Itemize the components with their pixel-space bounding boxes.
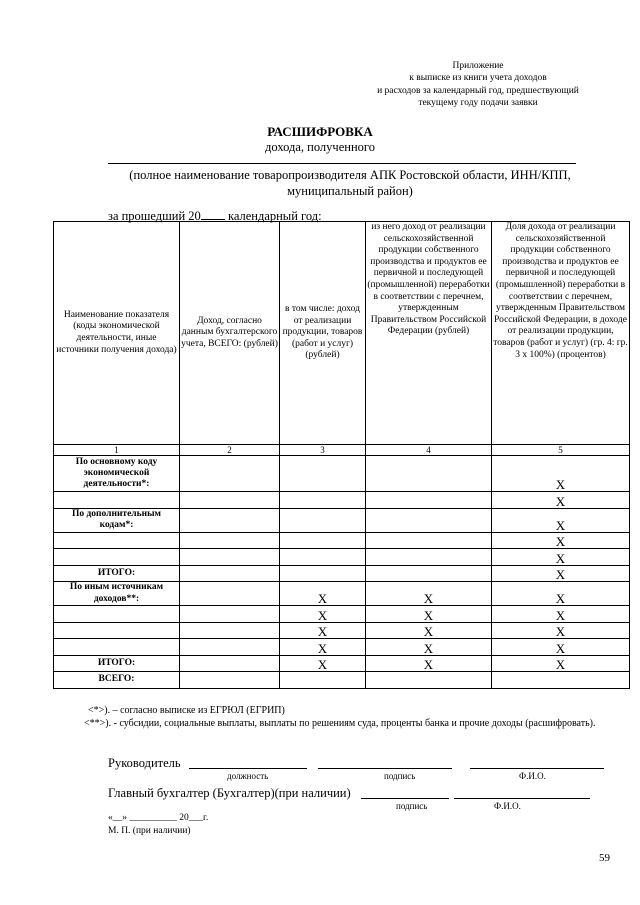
- table-cell[interactable]: [180, 549, 280, 566]
- row-label-main-code: По основному коду экономической деятельности*:: [54, 456, 180, 492]
- table-cell[interactable]: [492, 672, 630, 689]
- table-cell[interactable]: [180, 639, 280, 656]
- x-mark: X: [492, 492, 630, 509]
- footnote-2: <**>). - субсидии, социальные выплаты, выплаты по решениям суда, проценты банка и прочие доходы (расшифровать).: [84, 718, 596, 729]
- header-sales-income: в том числе: доход от реализации продукции, товаров (работ и услуг) (рублей): [280, 222, 366, 445]
- table-row: [54, 655, 630, 672]
- year-line-suffix: календарный год:: [227, 209, 322, 223]
- table-row: [54, 672, 630, 689]
- head-signature-line: [318, 768, 452, 769]
- x-mark: X: [280, 655, 366, 672]
- x-mark: X: [492, 639, 630, 656]
- column-number: 5: [492, 445, 630, 456]
- table-row: [54, 549, 630, 566]
- table-cell[interactable]: [180, 508, 280, 532]
- row-label-total: ИТОГО:: [54, 655, 180, 672]
- column-number: 4: [366, 445, 492, 456]
- table-cell[interactable]: [180, 456, 280, 492]
- caption-full-name: Ф.И.О.: [519, 771, 546, 781]
- footnotes: [72, 704, 628, 730]
- table-cell[interactable]: [180, 582, 280, 606]
- x-mark: X: [366, 622, 492, 639]
- table-cell[interactable]: [180, 606, 280, 623]
- header-indicator: Наименование показателя (коды экономической деятельности, иные источники получения дохода): [54, 222, 180, 445]
- x-mark: X: [492, 456, 630, 492]
- column-number: 3: [280, 445, 366, 456]
- row-label-total: ИТОГО:: [54, 565, 180, 582]
- table-header-row: [54, 222, 630, 445]
- table-row: [54, 639, 630, 656]
- table-cell[interactable]: [280, 532, 366, 549]
- x-mark: X: [492, 532, 630, 549]
- document-subtitle: дохода, полученного: [265, 140, 375, 154]
- table-cell[interactable]: [54, 622, 180, 639]
- column-numbers-row: [54, 445, 630, 456]
- appendix-line: и расходов за календарный год, предшествующий: [377, 85, 579, 96]
- table-cell[interactable]: [180, 565, 280, 582]
- caption-full-name: Ф.И.О.: [494, 801, 521, 811]
- head-name-line: [470, 768, 604, 769]
- table-cell[interactable]: [180, 672, 280, 689]
- table-cell[interactable]: [180, 492, 280, 509]
- table-cell[interactable]: [54, 606, 180, 623]
- table-cell[interactable]: [54, 639, 180, 656]
- x-mark: X: [492, 508, 630, 532]
- table-cell[interactable]: [180, 532, 280, 549]
- table-cell[interactable]: [366, 672, 492, 689]
- table-row: [54, 532, 630, 549]
- table-row: [54, 456, 630, 492]
- x-mark: X: [492, 549, 630, 566]
- footnote-1: <*>). – согласно выписке из ЕГРЮЛ (ЕГРИП): [88, 705, 285, 716]
- row-label-additional-codes: По дополнительным кодам*:: [54, 508, 180, 532]
- x-mark: X: [492, 655, 630, 672]
- table-row: [54, 622, 630, 639]
- table-cell[interactable]: [366, 492, 492, 509]
- column-number: 1: [54, 445, 180, 456]
- head-signature-label: Руководитель: [108, 756, 181, 770]
- year-line-prefix: за прошедший 20: [108, 209, 201, 223]
- table-cell[interactable]: [280, 565, 366, 582]
- x-mark: X: [366, 606, 492, 623]
- x-mark: X: [366, 655, 492, 672]
- table-cell[interactable]: [280, 549, 366, 566]
- accountant-signature-line: [361, 798, 449, 799]
- table-cell[interactable]: [280, 456, 366, 492]
- year-blank: [201, 208, 225, 220]
- document-title: РАСШИФРОВКА: [267, 124, 373, 139]
- header-total-income: Доход, согласно данным бухгалтерского учета, ВСЕГО: (рублей): [180, 222, 280, 445]
- header-agri-income: из него доход от реализации сельскохозяйственной продукции собственного производства и продуктов ее первичной и последующей (промышленной) переработки в соответствии с перечнем, утвержденным Правительством Российской Федерации (рублей): [366, 222, 492, 445]
- table-cell[interactable]: [366, 565, 492, 582]
- caption-line-2: муниципальный район): [287, 184, 413, 198]
- x-mark: X: [366, 582, 492, 606]
- x-mark: X: [492, 565, 630, 582]
- table-cell[interactable]: [180, 622, 280, 639]
- x-mark: X: [492, 622, 630, 639]
- table-cell[interactable]: [280, 508, 366, 532]
- x-mark: X: [366, 639, 492, 656]
- table-cell[interactable]: [366, 549, 492, 566]
- x-mark: X: [280, 582, 366, 606]
- caption-line-1: (полное наименование товаропроизводителя АПК Ростовской области, ИНН/КПП,: [129, 168, 571, 182]
- table-cell[interactable]: [366, 532, 492, 549]
- table-cell[interactable]: [280, 492, 366, 509]
- table-cell[interactable]: [366, 456, 492, 492]
- appendix-line: текущему году подачи заявки: [418, 98, 538, 109]
- x-mark: X: [280, 622, 366, 639]
- table-cell[interactable]: [280, 672, 366, 689]
- table-row: [54, 606, 630, 623]
- table-row: [54, 565, 630, 582]
- table-row: [54, 582, 630, 606]
- caption-position: должность: [227, 771, 269, 781]
- appendix-line: Приложение: [452, 61, 504, 71]
- row-label-other-sources: По иным источникам доходов**:: [54, 582, 180, 606]
- stamp-note: М. П. (при наличии): [108, 826, 191, 836]
- page-number: 59: [599, 852, 610, 864]
- table-cell[interactable]: [54, 492, 180, 509]
- income-breakdown-table: [53, 221, 630, 689]
- producer-name-caption: [100, 167, 600, 199]
- appendix-line: к выписке из книги учета доходов: [409, 73, 547, 84]
- producer-name-line: [108, 163, 576, 164]
- x-mark: X: [492, 606, 630, 623]
- accountant-name-line: [454, 798, 590, 799]
- table-row: [54, 492, 630, 509]
- appendix-note: [330, 60, 626, 110]
- x-mark: X: [280, 639, 366, 656]
- table-cell[interactable]: [366, 508, 492, 532]
- caption-signature: подпись: [396, 801, 428, 811]
- x-mark: X: [492, 582, 630, 606]
- table-cell[interactable]: [54, 549, 180, 566]
- table-cell[interactable]: [180, 655, 280, 672]
- table-cell[interactable]: [54, 532, 180, 549]
- row-label-grand-total: ВСЕГО:: [54, 672, 180, 689]
- head-position-line: [189, 768, 307, 769]
- x-mark: X: [280, 606, 366, 623]
- column-number: 2: [180, 445, 280, 456]
- table-row: [54, 508, 630, 532]
- header-agri-share: Доля дохода от реализации сельскохозяйственной продукции собственного производства и продуктов ее первичной и последующей (промышленной) переработки в соответствии с перечнем, утвержденным Правительством Российской Федерации, в доходе от реализации продукции, товаров (работ и услуг) (гр. 4: гр. 3 х 100%) (процентов): [492, 222, 630, 445]
- accountant-signature-label: Главный бухгалтер (Бухгалтер)(при наличии): [108, 786, 351, 800]
- date-line: «__» __________ 20___г.: [108, 813, 209, 823]
- caption-signature: подпись: [384, 771, 416, 781]
